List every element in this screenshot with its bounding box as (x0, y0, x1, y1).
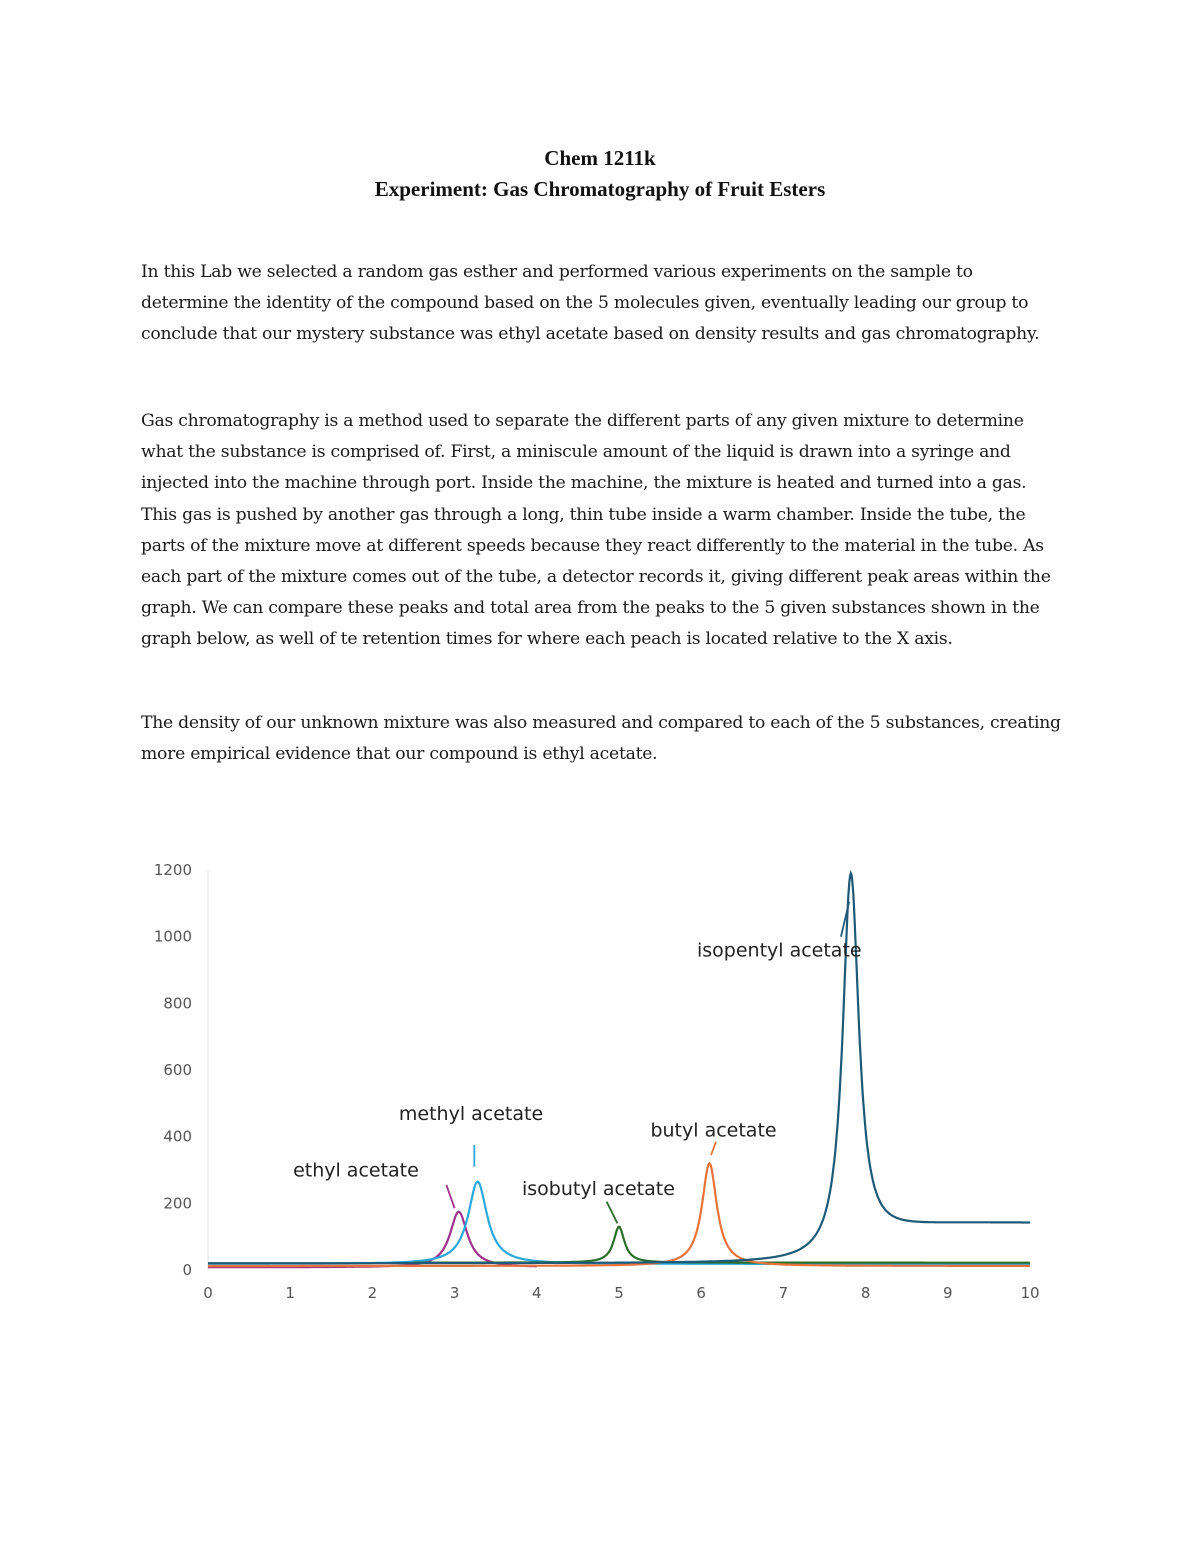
y-tick-label: 600 (163, 1061, 192, 1079)
method-paragraph: Gas chromatography is a method used to separate the different parts of any given mixture to determine what the substance is comprised of. First, a miniscule amount of the liquid is drawn into a syringe and injected into the machine through port. Inside the machine, the mixture is heated and turned into a gas. This gas is pushed by another gas through a long, thin tube inside a warm chamber. Inside the tube, the parts of the mixture move at different speeds because they react differently to the material in the tube. As each part of the mixture comes out of the tube, a detector records it, giving different peak areas within the graph. We can compare these peaks and total area from the peaks to the 5 given substances shown in the graph below, as well of te retention times for where each peach is located relative to the X axis. (141, 411, 1051, 650)
annotation-ethyl-acetate: ethyl acetate (293, 1159, 419, 1182)
y-tick-label: 400 (163, 1127, 192, 1146)
x-tick-label: 1 (285, 1284, 295, 1302)
annotation-isopentyl-acetate: isopentyl acetate (696, 939, 862, 962)
x-tick-label: 3 (449, 1284, 460, 1302)
y-tick-label: 1000 (153, 927, 192, 946)
density-paragraph: The density of our unknown mixture was also measured and compared to each of the 5 substances, creating more empirical evidence that our compound is ethyl acetate. (141, 713, 1061, 765)
x-tick-label: 10 (1020, 1284, 1040, 1302)
intro-paragraph: In this Lab we selected a random gas esther and performed various experiments on the sample to determine the identity of the compound based on the 5 molecules given, eventually leading our group to conclude that our mystery substance was ethyl acetate based on density results and gas chromatography. (141, 262, 1040, 345)
annotation-isobutyl-acetate: isobutyl acetate (521, 1178, 675, 1200)
y-tick-label: 0 (182, 1261, 192, 1279)
chromatogram-chart (130, 850, 1070, 1320)
y-tick-label: 800 (163, 994, 192, 1013)
x-tick-label: 0 (203, 1284, 213, 1302)
x-tick-label: 8 (860, 1284, 871, 1302)
annotation-butyl-acetate: butyl acetate (650, 1119, 777, 1142)
y-tick-label: 200 (163, 1194, 192, 1213)
x-tick-label: 5 (614, 1284, 624, 1302)
y-tick-label: 1200 (153, 861, 192, 879)
series-isopentyl-acetate (208, 873, 1030, 1263)
x-tick-label: 7 (778, 1284, 789, 1302)
x-tick-label: 9 (943, 1284, 953, 1302)
x-tick-label: 2 (367, 1284, 378, 1302)
annotation-leader (711, 1142, 716, 1155)
annotation-leader (607, 1202, 618, 1224)
annotation-leader (446, 1185, 454, 1208)
course-title: Chem 1211k (544, 146, 656, 170)
annotation-methyl-acetate: methyl acetate (398, 1103, 544, 1125)
x-tick-label: 6 (696, 1284, 706, 1302)
x-tick-label: 4 (532, 1284, 542, 1302)
experiment-title: Experiment: Gas Chromatography of Fruit Esters (374, 177, 826, 201)
